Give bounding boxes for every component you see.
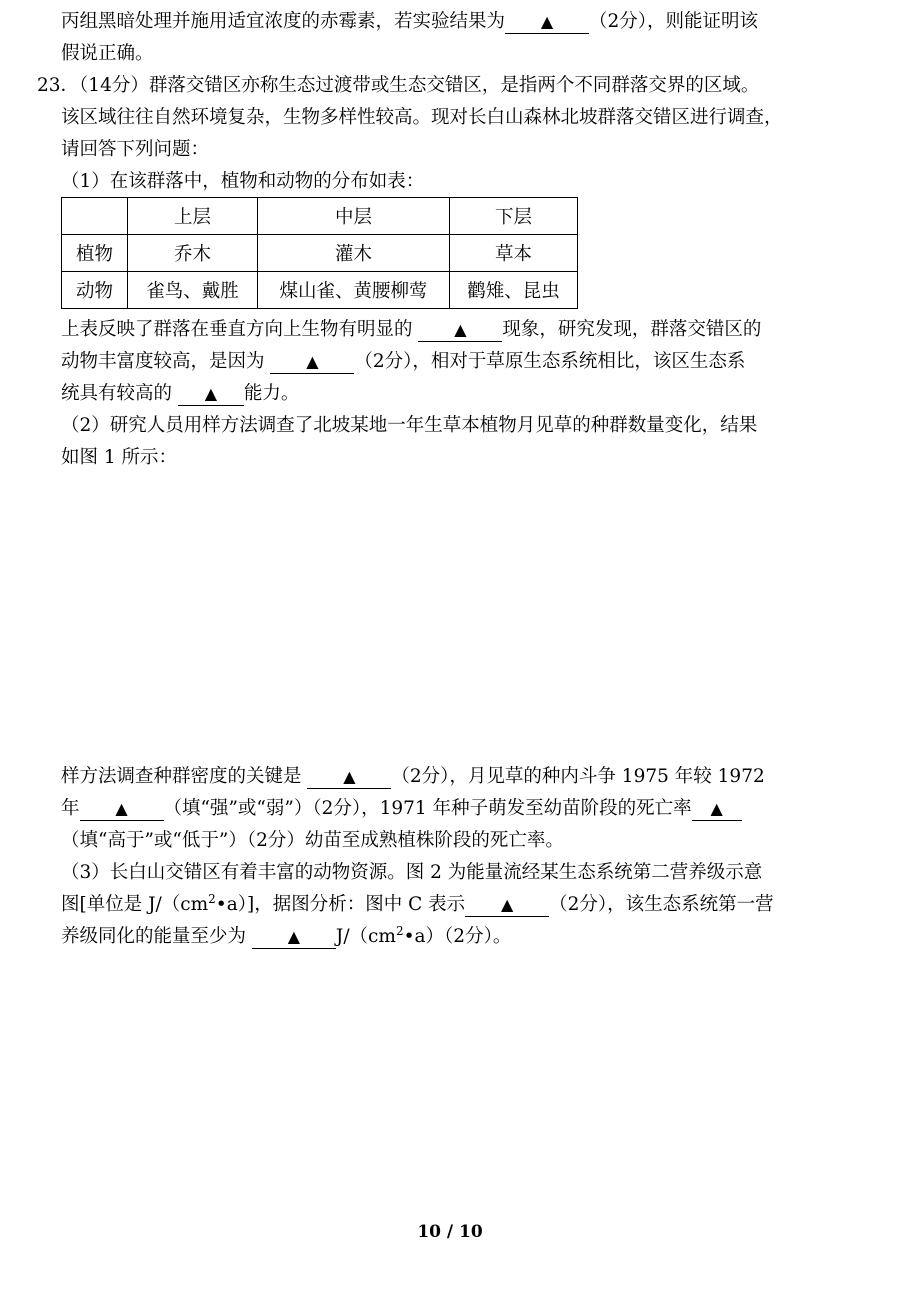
q-text: 样方法调查种群密度的关键是 [61, 766, 302, 787]
table-cell: 鹳雉、昆虫 [450, 272, 578, 309]
q23-intro: （14分）群落交错区亦称生态过渡带或生态交错区，是指两个不同群落交界的区域。 [79, 75, 760, 96]
q-text: 动物丰富度较高，是因为 [61, 351, 265, 372]
answer-blank[interactable] [465, 894, 549, 917]
q23-line-1 [37, 73, 759, 99]
answer-blank[interactable] [307, 766, 391, 789]
q23-line-3: 请回答下列问题： [61, 139, 210, 160]
triangle-icon: ▲ [343, 767, 356, 786]
q23-p3-line-2 [61, 892, 774, 918]
table-row [62, 198, 578, 235]
q-text: （2分），该生态系统第一营 [549, 894, 774, 915]
q22-text: 丙组黑暗处理并施用适宜浓度的赤霉素，若实验结果为 [61, 11, 506, 32]
answer-blank[interactable] [178, 383, 244, 406]
table-row [62, 272, 578, 309]
q-text: 养级同化的能量至少为 [61, 926, 247, 947]
q-text: 上表反映了群落在垂直方向上生物有明显的 [61, 319, 413, 340]
answer-blank[interactable] [505, 11, 589, 34]
q22-line-1 [61, 9, 758, 35]
answer-blank[interactable] [418, 319, 502, 342]
q-text: •a）]，据图分析：图中 C 表示 [215, 894, 466, 915]
q23-p1-line-1 [61, 317, 761, 343]
table-cell [62, 198, 128, 235]
table-cell: 雀鸟、戴胜 [128, 272, 258, 309]
q23-p1-line-2 [61, 349, 745, 375]
table-row [62, 235, 578, 272]
q23-p2-q-line-1 [61, 764, 765, 790]
q22-text: （2分），则能证明该 [589, 11, 759, 32]
q23-p3-line-3 [61, 924, 511, 950]
q-text: •a）（2分）。 [403, 926, 512, 947]
q-text: 年 [61, 798, 80, 819]
superscript: 2 [208, 891, 216, 906]
q-text: 现象，研究发现，群落交错区的 [502, 319, 762, 340]
q23-p2-line-1: （2）研究人员用样方法调查了北坡某地一年生草本植物月见草的种群数量变化，结果 [61, 415, 758, 436]
answer-blank[interactable] [80, 798, 164, 821]
table-cell: 灌木 [258, 235, 450, 272]
q-text: （2分），相对于草原生态系统相比，该区生态系 [354, 351, 746, 372]
q23-p1-line-3 [61, 381, 299, 407]
table-cell: 乔木 [128, 235, 258, 272]
table-cell: 下层 [450, 198, 578, 235]
triangle-icon: ▲ [540, 12, 554, 31]
q-text: J/（cm [335, 926, 396, 947]
question-number: 23． [37, 75, 80, 96]
figure-1-area [61, 480, 851, 750]
q23-p2-q-line-3: （填“高于”或“低于”）（2分）幼苗至成熟植株阶段的死亡率。 [61, 830, 564, 851]
table-cell: 中层 [258, 198, 450, 235]
superscript: 2 [395, 923, 404, 938]
table-cell: 煤山雀、黄腰柳莺 [258, 272, 450, 309]
table-cell: 植物 [62, 235, 128, 272]
q23-p3-line-1: （3）长白山交错区有着丰富的动物资源。图 2 为能量流经某生态系统第二营养级示意 [61, 862, 763, 883]
answer-blank[interactable] [692, 798, 742, 821]
q23-p2-q-line-2 [61, 796, 742, 822]
triangle-icon: ▲ [115, 799, 128, 818]
q22-line-2: 假说正确。 [61, 43, 154, 64]
q-text: 图[单位是 J/（cm [61, 894, 209, 915]
triangle-icon: ▲ [204, 384, 218, 403]
table-cell: 动物 [62, 272, 128, 309]
table-cell: 草本 [450, 235, 578, 272]
triangle-icon: ▲ [500, 895, 514, 914]
q23-p2-line-2: 如图 1 所示： [61, 447, 178, 468]
answer-blank[interactable] [270, 351, 354, 374]
triangle-icon: ▲ [306, 352, 319, 371]
q23-line-2: 该区域往往自然环境复杂，生物多样性较高。现对长白山森林北坡群落交错区进行调查， [61, 107, 783, 128]
table-cell: 上层 [128, 198, 258, 235]
distribution-table [61, 197, 578, 309]
triangle-icon: ▲ [710, 799, 723, 818]
triangle-icon: ▲ [287, 927, 301, 946]
q-text: 统具有较高的 [61, 383, 173, 404]
q-text: 能力。 [243, 383, 300, 404]
answer-blank[interactable] [252, 926, 336, 949]
q-text: （填“强”或“弱”）（2分），1971 年种子萌发至幼苗阶段的死亡率 [163, 798, 692, 819]
triangle-icon: ▲ [454, 320, 467, 339]
page-number: 10 / 10 [417, 1222, 483, 1242]
q23-part1-title: （1）在该群落中，植物和动物的分布如表： [61, 171, 425, 192]
q-text: （2分），月见草的种内斗争 1975 年较 1972 [391, 766, 765, 787]
